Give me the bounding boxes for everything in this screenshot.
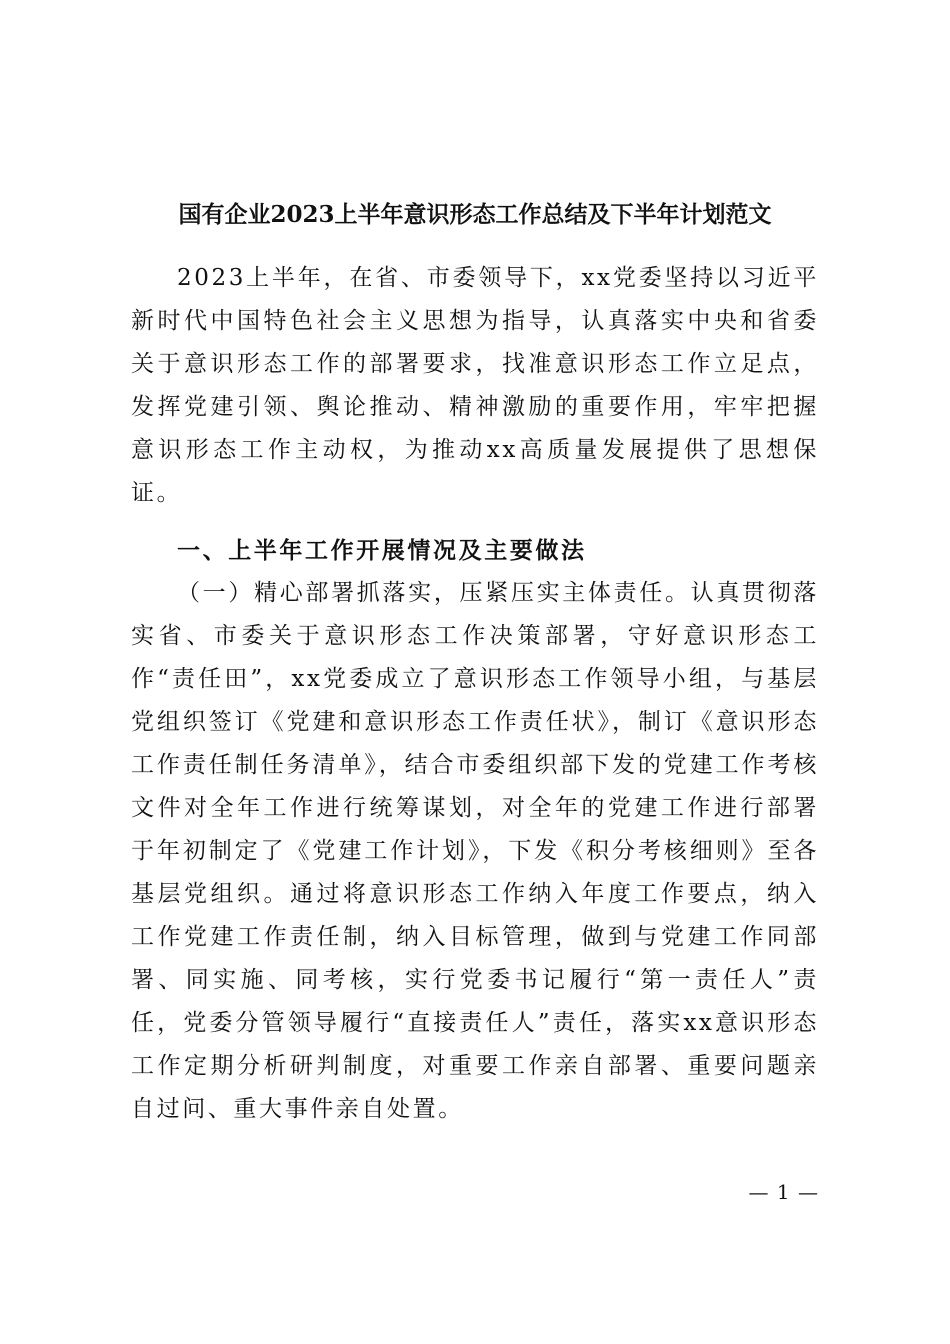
page-number: — 1 — [748,1180,819,1204]
intro-paragraph: 2023上半年，在省、市委领导下，xx党委坚持以习近平新时代中国特色社会主义思想为指导，认真落实中央和省委关于意识形态工作的部署要求，找准意识形态工作立足点，发挥党建引领、舆论推动、精神激励的重要作用，牢牢把握意识形态工作主动权，为推动xx高质量发展提供了思想保证。 [131,265,819,506]
body-paragraph: （一）精心部署抓落实，压紧压实主体责任。认真贯彻落实省、市委关于意识形态工作决策部署，守好意识形态工作“责任田”，xx党委成立了意识形态工作领导小组，与基层党组织签订《党建和意识形态工作责任状》，制订《意识形态工作责任制任务清单》，结合市委组织部下发的党建工作考核文件对全年工作进行统筹谋划，对全年的党建工作进行部署于年初制定了《党建工作计划》，下发《积分考核细则》至各基层党组织。通过将意识形态工作纳入年度工作要点，纳入工作党建工作责任制，纳入目标管理，做到与党建工作同部署、同实施、同考核，实行党委书记履行“第一责任人”责任，党委分管领导履行“直接责任人”责任，落实xx意识形态工作定期分析研判制度，对重要工作亲自部署、重要问题亲自过问、重大事件亲自处置。 [131,580,819,1122]
document-body [131,198,819,1131]
section-heading: 一、上半年工作开展情况及主要做法 [177,537,587,564]
document-title: 国有企业2023上半年意识形态工作总结及下半年计划范文 [178,201,772,228]
